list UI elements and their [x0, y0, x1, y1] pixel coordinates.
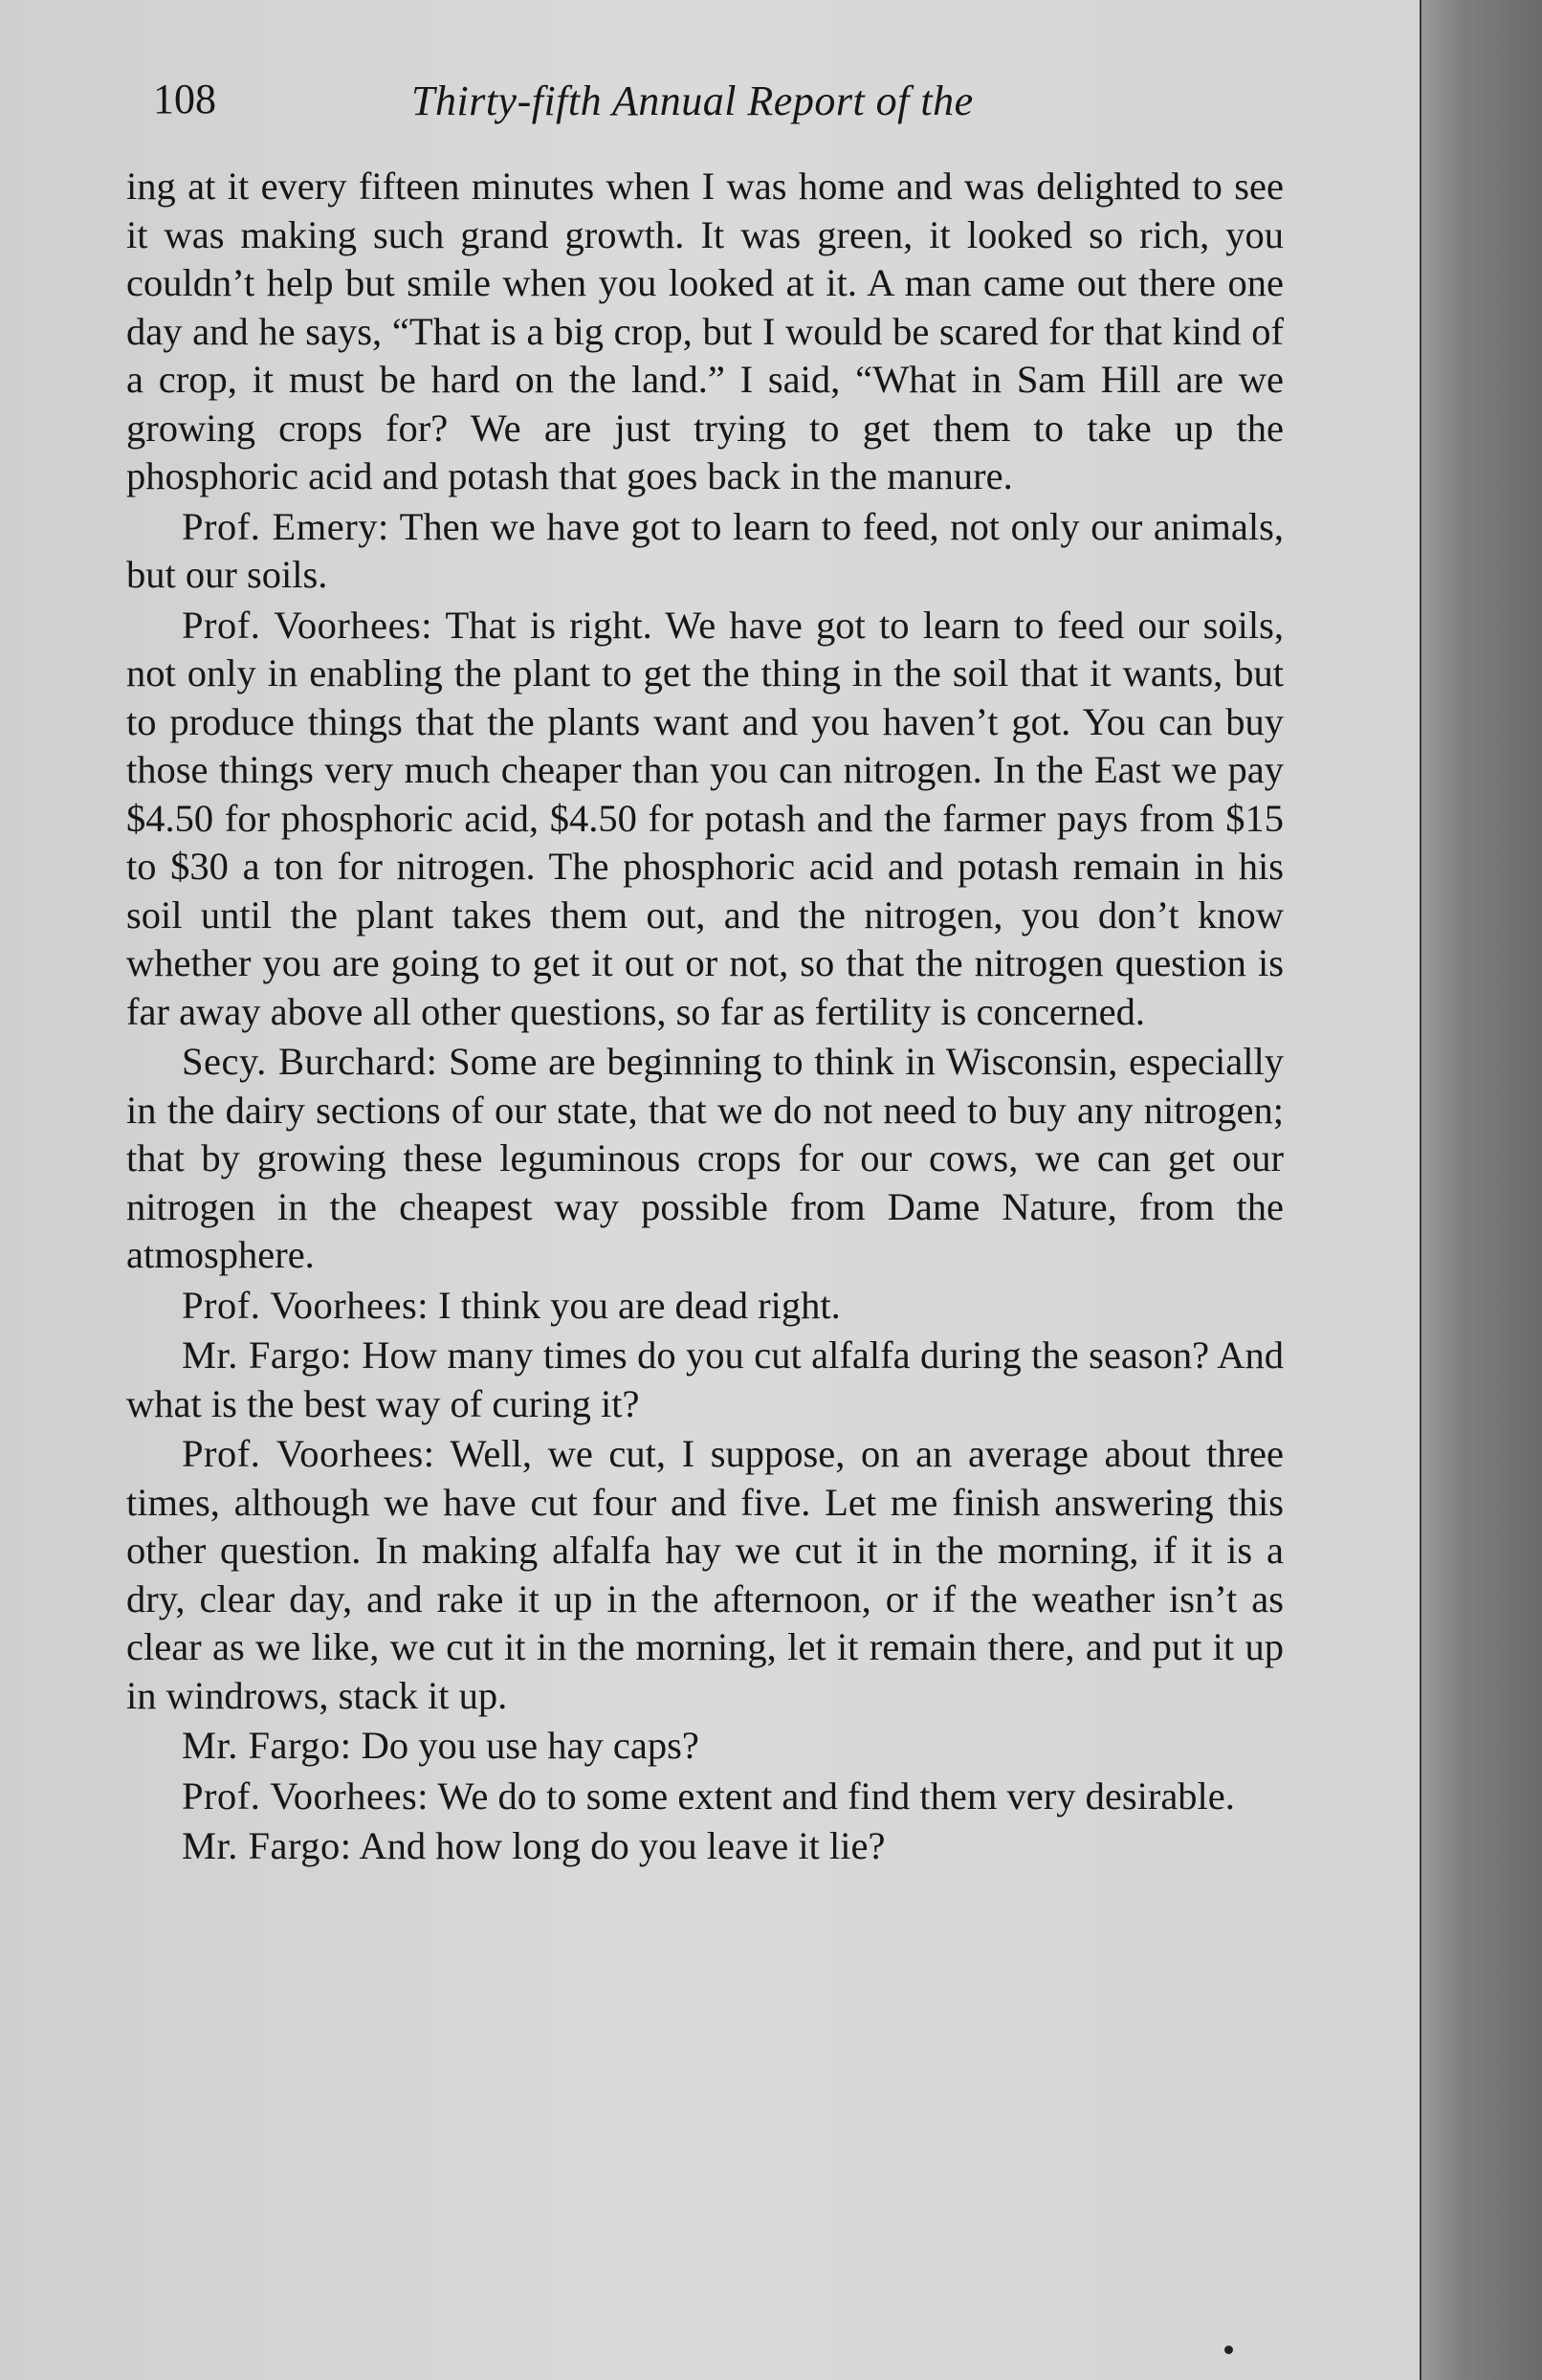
- speaker-label: Secy. Burchard:: [182, 1040, 438, 1083]
- paragraph-text: Then we have got to learn to feed, not only our animals, but our soils.: [126, 504, 1284, 596]
- speaker-label: Prof. Voorhees:: [182, 1774, 429, 1818]
- paragraph-text: Some are beginning to think in Wisconsin, especially in the dairy sections of our state, that we do not need to buy any nitrogen; that by growing these leguminous crops for our cows, we can get our nitrogen in the cheapest way possible from Dame Nature, from the atmosphere.: [126, 1040, 1284, 1276]
- speaker-label: Prof. Voorhees:: [182, 1283, 429, 1327]
- paragraph-text: And how long do you leave it lie?: [359, 1824, 886, 1867]
- paragraph-text: That is right. We have got to learn to feed our soils, not only in enabling the plant to get the thing in the soil that it wants, but to produce things that the plants want and you haven’t got. You can buy those things very much cheaper than you can nitrogen. In the East we pay $4.50 for phosphoric acid, $4.50 for potash and the farmer pays from $15 to $30 a ton for nitrogen. The phosphoric acid and potash remain in his soil until the plant takes them out, and the nitrogen, you don’t know whether you are going to get it out or not, so that the nitrogen question is far away above all other questions, so far as fertility is concerned.: [126, 603, 1284, 1033]
- paragraph-voorhees: [126, 1282, 1284, 1331]
- speaker-label: Prof. Voorhees:: [182, 603, 433, 647]
- paragraph-fargo: [126, 1822, 1284, 1871]
- paragraph-fargo: [126, 1722, 1284, 1771]
- page-header: [153, 75, 1339, 142]
- paragraph-emery: [126, 503, 1284, 600]
- speaker-label: Prof. Voorhees:: [182, 1432, 435, 1475]
- paragraph-text: ing at it every fifteen minutes when I was home and was delighted to see it was making such grand growth. It was green, it looked so rich, you couldn’t help but smile when you looked at it. A man came out there one day and he says, “That is a big crop, but I would be scared for that kind of a crop, it must be hard on the land.” I said, “What in Sam Hill are we growing crops for? We are just trying to get them to take up the phosphoric acid and potash that goes back in the manure.: [126, 165, 1284, 497]
- speaker-label: Mr. Fargo:: [182, 1824, 352, 1867]
- paragraph-continuation: [126, 163, 1284, 501]
- paragraph-text: We do to some extent and find them very desirable.: [437, 1774, 1235, 1818]
- paragraph-burchard: [126, 1038, 1284, 1280]
- paragraph-text: How many times do you cut alfalfa during the season? And what is the best way of curing it?: [126, 1333, 1285, 1425]
- scan-margin: [1421, 0, 1542, 2380]
- paragraph-fargo: [126, 1332, 1284, 1428]
- running-title: Thirty-fifth Annual Report of the: [411, 77, 974, 124]
- page-number: 108: [153, 76, 216, 122]
- paragraph-voorhees: [126, 1773, 1284, 1821]
- paragraph-voorhees: [126, 1430, 1284, 1720]
- paragraph-text: I think you are dead right.: [438, 1283, 841, 1327]
- scan-speck: [1224, 2346, 1233, 2354]
- paragraph-voorhees: [126, 602, 1284, 1037]
- speaker-label: Prof. Emery:: [182, 504, 389, 548]
- speaker-label: Mr. Fargo:: [182, 1333, 352, 1377]
- paragraph-text: Well, we cut, I suppose, on an average about three times, although we have cut four and five. Let me finish answering this other question. In making alfalfa hay we cut it in the morning, if it is a dry, clear day, and rake it up in the afternoon, or if the weather isn’t as clear as we like, we cut it in the morning, let it remain there, and put it up in windrows, stack it up.: [126, 1432, 1284, 1717]
- speaker-label: Mr. Fargo:: [182, 1724, 352, 1767]
- paragraph-text: Do you use hay caps?: [361, 1724, 699, 1767]
- body-text: [126, 163, 1284, 1873]
